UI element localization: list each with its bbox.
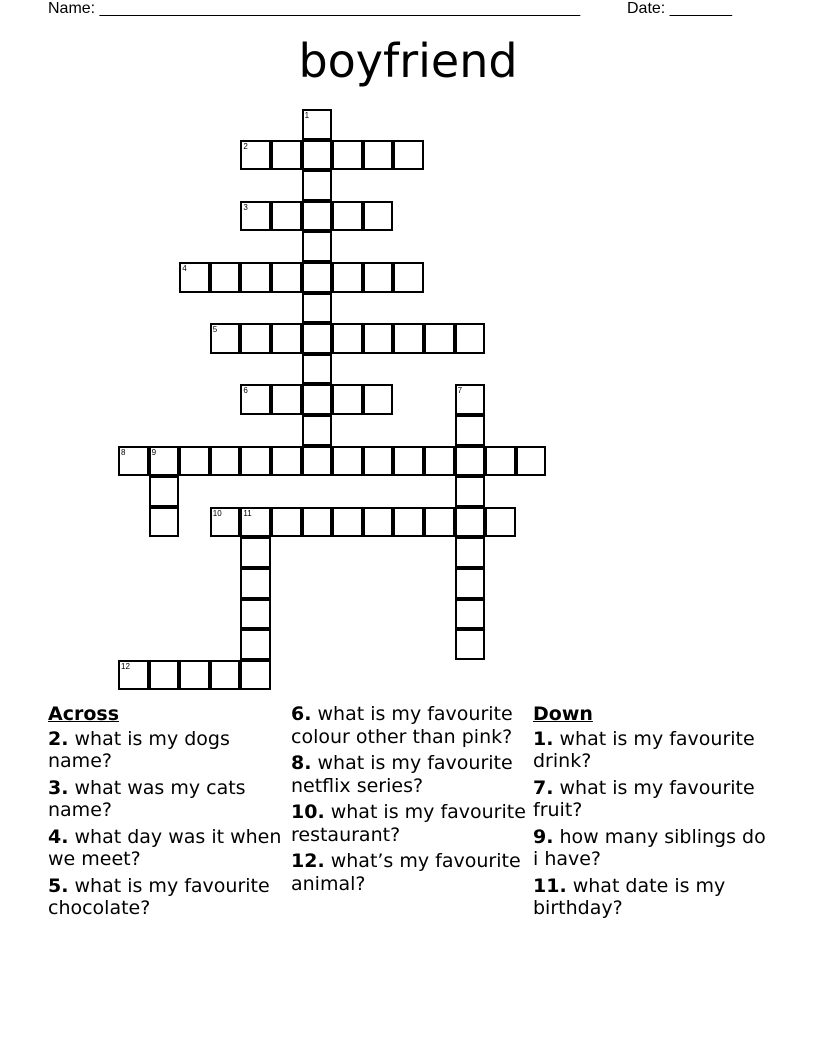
grid-cell[interactable] [302, 170, 333, 201]
clue [291, 703, 531, 748]
grid-cell[interactable] [210, 323, 241, 354]
grid-cell[interactable] [302, 446, 333, 477]
clue-number: 6. [291, 703, 312, 725]
clue [48, 875, 288, 920]
grid-cell[interactable] [240, 660, 271, 691]
grid-cell[interactable] [302, 293, 333, 324]
grid-cell[interactable] [302, 384, 333, 415]
clue-number: 1. [533, 727, 554, 750]
clue [48, 777, 288, 822]
grid-cell[interactable] [393, 446, 424, 477]
name-field[interactable] [48, 0, 580, 18]
down-clues-column [533, 703, 773, 924]
grid-cell[interactable] [302, 109, 333, 140]
clue [533, 777, 773, 822]
clue-number-label: 4 [182, 264, 187, 273]
clue-number-label: 11 [243, 508, 252, 518]
grid-cell[interactable] [240, 446, 271, 477]
grid-cell[interactable] [485, 507, 516, 538]
clue-number-label: 12 [121, 661, 130, 671]
clue-text: what date is my birthday? [533, 874, 726, 919]
clue-number-label: 10 [212, 508, 222, 518]
date-label: Date: [627, 0, 666, 17]
grid-cell[interactable] [240, 262, 271, 293]
grid-cell[interactable] [240, 507, 271, 538]
clue-number-label: 7 [457, 386, 463, 396]
clue-number: 8. [291, 752, 312, 774]
grid-cell[interactable] [240, 201, 271, 232]
grid-cell[interactable] [149, 476, 180, 507]
clue-text: what is my favourite fruit? [533, 776, 755, 821]
across-clues-column [48, 703, 288, 924]
grid-cell[interactable] [455, 384, 486, 415]
grid-cell[interactable] [240, 629, 271, 660]
clue-number: 3. [48, 776, 69, 799]
clue-number-label: 8 [121, 447, 126, 457]
clue-number-label: 5 [212, 325, 218, 335]
name-line: ______________________________________________________ [99, 0, 581, 17]
clue [291, 752, 531, 797]
grid-cell[interactable] [149, 507, 180, 538]
grid-cell[interactable] [271, 201, 302, 232]
grid-cell[interactable] [240, 384, 271, 415]
grid-cell[interactable] [363, 262, 394, 293]
grid-cell[interactable] [455, 323, 486, 354]
grid-cell[interactable] [332, 262, 363, 293]
clue-text: what is my favourite colour other than pink? [291, 703, 513, 748]
grid-cell[interactable] [363, 507, 394, 538]
clue [533, 728, 773, 773]
clue [291, 850, 531, 895]
clue-number-label: 3 [243, 202, 248, 212]
clue [533, 826, 773, 871]
date-field[interactable] [627, 0, 732, 18]
grid-cell[interactable] [149, 660, 180, 691]
name-label: Name: [48, 0, 96, 17]
clue-text: what is my favourite netflix series? [291, 752, 513, 797]
grid-cell[interactable] [363, 323, 394, 354]
clue-text: what day was it when we meet? [48, 825, 282, 870]
grid-cell[interactable] [455, 446, 486, 477]
grid-cell[interactable] [332, 507, 363, 538]
grid-cell[interactable] [240, 568, 271, 599]
clue-text: what was my cats name? [48, 776, 246, 821]
grid-cell[interactable] [302, 201, 333, 232]
clue-number: 4. [48, 825, 69, 848]
date-line: _______ [669, 0, 732, 17]
clue-number: 11. [533, 874, 567, 897]
grid-cell[interactable] [455, 568, 486, 599]
grid-cell[interactable] [271, 446, 302, 477]
clue-number: 9. [533, 825, 554, 848]
grid-cell[interactable] [240, 599, 271, 630]
clue [291, 801, 531, 846]
clue-number: 10. [291, 801, 325, 823]
clue-text: what is my dogs name? [48, 727, 230, 772]
grid-cell[interactable] [455, 537, 486, 568]
grid-cell[interactable] [271, 262, 302, 293]
clue-number: 2. [48, 727, 69, 750]
grid-cell[interactable] [302, 507, 333, 538]
grid-cell[interactable] [302, 140, 333, 171]
grid-cell[interactable] [118, 660, 149, 691]
grid-cell[interactable] [424, 446, 455, 477]
clue-text: what is my favourite drink? [533, 727, 755, 772]
clue-number: 7. [533, 776, 554, 799]
grid-cell[interactable] [393, 262, 424, 293]
clue-number-label: 1 [304, 111, 310, 120]
grid-cell[interactable] [271, 140, 302, 171]
grid-cell[interactable] [240, 323, 271, 354]
grid-cell[interactable] [332, 323, 363, 354]
across-heading: Across [48, 703, 120, 725]
grid-cell[interactable] [240, 140, 271, 171]
clue-text: how many siblings do i have? [533, 825, 766, 870]
grid-cell[interactable] [363, 384, 394, 415]
grid-cell[interactable] [332, 446, 363, 477]
grid-cell[interactable] [516, 446, 547, 477]
grid-cell[interactable] [302, 354, 333, 385]
grid-cell[interactable] [332, 201, 363, 232]
grid-cell[interactable] [424, 507, 455, 538]
clue-text: what is my favourite chocolate? [48, 874, 270, 919]
grid-cell[interactable] [210, 507, 241, 538]
grid-cell[interactable] [393, 140, 424, 171]
grid-cell[interactable] [302, 323, 333, 354]
clue [48, 728, 288, 773]
grid-cell[interactable] [455, 507, 486, 538]
grid-cell[interactable] [271, 323, 302, 354]
grid-cell[interactable] [179, 660, 210, 691]
grid-cell[interactable] [271, 507, 302, 538]
clue-text: what is my favourite restaurant? [291, 801, 526, 846]
grid-cell[interactable] [455, 415, 486, 446]
clue-number: 12. [291, 850, 325, 872]
grid-cell[interactable] [210, 446, 241, 477]
grid-cell[interactable] [179, 446, 210, 477]
grid-cell[interactable] [424, 323, 455, 354]
clue-number-label: 9 [151, 447, 157, 457]
grid-cell[interactable] [363, 446, 394, 477]
grid-cell[interactable] [393, 507, 424, 538]
grid-cell[interactable] [332, 384, 363, 415]
puzzle-title: boyfriend [298, 34, 518, 88]
grid-cell[interactable] [302, 262, 333, 293]
grid-cell[interactable] [393, 323, 424, 354]
clue-number-label: 6 [243, 386, 248, 396]
grid-cell[interactable] [455, 629, 486, 660]
clue [533, 875, 773, 920]
grid-cell[interactable] [363, 201, 394, 232]
grid-cell[interactable] [210, 262, 241, 293]
grid-cell[interactable] [179, 262, 210, 293]
clue-number-label: 2 [243, 141, 248, 151]
down-heading: Down [533, 703, 593, 725]
grid-cell[interactable] [118, 446, 149, 477]
grid-cell[interactable] [302, 231, 333, 262]
clue-text: what’s my favourite animal? [291, 850, 521, 895]
grid-cell[interactable] [271, 384, 302, 415]
clue-number: 5. [48, 874, 69, 897]
across-clues-column-2 [291, 703, 531, 899]
grid-cell[interactable] [455, 476, 486, 507]
grid-cell[interactable] [210, 660, 241, 691]
grid-cell[interactable] [302, 415, 333, 446]
grid-cell[interactable] [363, 140, 394, 171]
clue [48, 826, 288, 871]
grid-cell[interactable] [240, 537, 271, 568]
grid-cell[interactable] [149, 446, 180, 477]
grid-cell[interactable] [485, 446, 516, 477]
grid-cell[interactable] [455, 599, 486, 630]
grid-cell[interactable] [332, 140, 363, 171]
